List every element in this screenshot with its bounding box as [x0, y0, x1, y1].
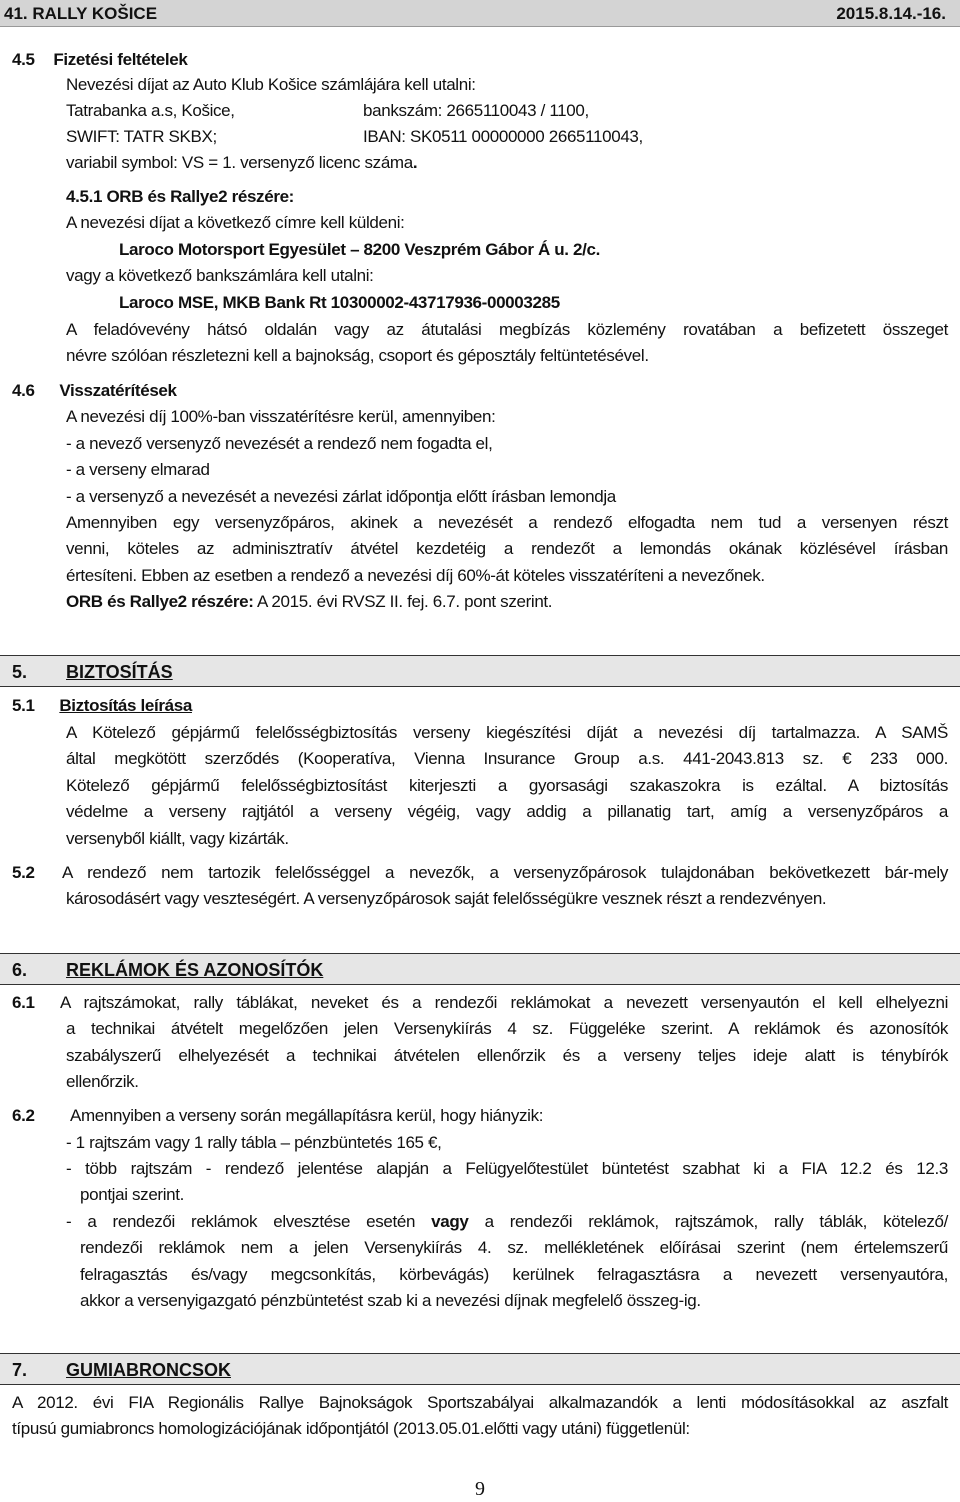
section-6-2-number: 6.2	[12, 1106, 35, 1125]
list-item: - 1 rajtszám vagy 1 rally tábla – pénzbüntetés 165 €,	[66, 1133, 442, 1152]
section-number: 4.5	[12, 50, 35, 69]
list-item-continued: pontjai szerint.	[80, 1185, 185, 1204]
list-item-continued: akkor a versenyigazgató pénzbüntetést szab ki a nevezési díjnak megfelelő összeg-ig.	[80, 1291, 701, 1310]
list-item: - a verseny elmarad	[66, 460, 210, 479]
section-5-2-number: 5.2	[12, 863, 35, 882]
paragraph-line	[66, 150, 417, 177]
list-item-continued: felragasztás és/vagy megcsonkítás, körbevágás) kerülnek felragasztásra a nevezett versenyautóra,	[80, 1265, 948, 1284]
list-item: - a nevező versenyző nevezését a rendező nem fogadta el,	[66, 434, 493, 453]
bank-account-line: Laroco MSE, MKB Bank Rt 10300002-43717936-00003285	[119, 293, 560, 312]
section-4-6-heading	[12, 378, 177, 405]
section-6-bar	[0, 953, 960, 985]
list-item: - több rajtszám - rendező jelentése alapján a Felügyelőtestület büntetést szabhat ki a FIA 12.2 és 12.3	[66, 1159, 948, 1178]
paragraph-line: értesíteni. Ebben az esetben a rendező a nevezési díj 60%-át köteles visszatéríteni a nevezőnek.	[66, 566, 765, 585]
paragraph-line: A 2012. évi FIA Regionális Rallye Bajnokságok Sportszabályai alkalmazandók a lenti módosításokkal az aszfalt	[12, 1393, 948, 1412]
section-number: 4.6	[12, 381, 35, 400]
address-line: Laroco Motorsport Egyesület – 8200 Veszprém Gábor Á u. 2/c.	[119, 240, 601, 259]
paragraph-line	[66, 589, 552, 616]
section-4-5-heading	[12, 47, 187, 74]
section-number: 4.5.1	[66, 187, 103, 206]
page-number: 9	[475, 1478, 485, 1500]
section-number: 5.	[12, 662, 28, 682]
section-title: BIZTOSÍTÁS	[66, 662, 173, 682]
list-item	[66, 1209, 948, 1236]
section-title: ORB és Rallye2 részére:	[106, 187, 294, 206]
paragraph-line: SWIFT: TATR SKBX;	[66, 127, 217, 146]
paragraph-line: Kötelező gépjármű felelősségbiztosítást kiterjeszti a gyorsasági szakaszokra is ezáltal. A biztosítás	[66, 776, 948, 795]
paragraph-line: A rendező nem tartozik felelősséggel a nevezők, a versenyzőpárosok tulajdonában bekövetkezett bár-mely	[62, 863, 948, 882]
paragraph-line: Tatrabanka a.s, Košice,	[66, 101, 235, 120]
section-number: 7.	[12, 1360, 28, 1380]
list-item: - a versenyző a nevezését a nevezési zárlat időpontja előtt írásban lemondja	[66, 487, 616, 506]
text: variabil symbol: VS = 1. versenyző licenc száma	[66, 153, 413, 172]
paragraph-line: vagy a következő bankszámlára kell utalni:	[66, 266, 374, 285]
section-title: GUMIABRONCSOK	[66, 1360, 231, 1380]
text: vagy	[431, 1212, 469, 1231]
paragraph-line: károsodásért vagy veszteségért. A versenyzőpárosok saját felelősségükre vesznek részt a rendezvényen.	[66, 889, 827, 908]
paragraph-line: szabályszerű elhelyezését a technikai átvételen ellenőrzik és a verseny teljes ideje alatt is ténybírók	[66, 1046, 948, 1065]
paragraph-line: A nevezési díj 100%-ban visszatérítésre kerül, amennyiben:	[66, 407, 496, 426]
paragraph-line: A rajtszámokat, rally táblákat, neveket és a rendezői reklámokat a nevezett versenyautón el kell elhelyezni	[60, 993, 948, 1012]
paragraph-line: Amennyiben egy versenyzőpáros, akinek a nevezését a rendező elfogadta nem tud a versenyen részt	[66, 513, 948, 532]
paragraph-line: Nevezési díjat az Auto Klub Košice számlájára kell utalni:	[66, 75, 476, 94]
paragraph-line: típusú gumiabroncs homologizációjának időpontjától (2013.05.01.előtti vagy utáni) függetlenül:	[12, 1419, 690, 1438]
header-bar	[0, 0, 960, 27]
text: A 2015. évi RVSZ II. fej. 6.7. pont szerint.	[253, 592, 553, 611]
paragraph-line: a technikai átvételt megelőzően jelen Versenykiírás 4 sz. Függeléke szerint. A reklámok és azonosítók	[66, 1019, 948, 1038]
paragraph-line: venni, köteles az adminisztratív átvétel kezdetéig a rendezőt a lemondás okának közlésével írásban	[66, 539, 948, 558]
paragraph-line: által megkötött szerződés (Kooperatíva, Vienna Insurance Group a.s. 441-2043.813 sz. € 233 000.	[66, 749, 948, 768]
list-item-continued: rendezői reklámok nem a jelen Versenykiírás 4. sz. mellékletének előírásai szerint (nem értelemszerű	[80, 1238, 948, 1257]
paragraph-line: A feladóvevény hátsó oldalán vagy az átutalási megbízás közlemény rovatában a befizetett összeget	[66, 320, 948, 339]
section-title: Fizetési feltételek	[53, 50, 188, 69]
section-title: Visszatérítések	[59, 381, 177, 400]
paragraph-line: A Kötelező gépjármű felelősségbiztosítás verseny kiegészítési díját a nevezési díj tartalmazza. A SAMŠ	[66, 723, 948, 742]
section-5-1-heading	[12, 693, 192, 720]
paragraph-line: ellenőrzik.	[66, 1072, 139, 1091]
text: .	[412, 153, 418, 172]
paragraph-line: védelme a verseny rajtjától a verseny végéig, vagy addig a pillanatig tart, amíg a versenyzőpáros a	[66, 802, 948, 821]
section-title: REKLÁMOK ÉS AZONOSÍTÓK	[66, 960, 324, 980]
section-number: 6.	[12, 960, 28, 980]
section-6-1-number: 6.1	[12, 993, 35, 1012]
paragraph-line: névre szólóan részletezni kell a bajnokság, csoport és géposztály feltüntetésével.	[66, 346, 649, 365]
section-7-bar	[0, 1353, 960, 1385]
paragraph-line: versenyből kiállt, vagy kizárták.	[66, 829, 289, 848]
text: a rendezői reklámok, rajtszámok, rally táblák, kötelező/	[468, 1212, 949, 1231]
text: ORB és Rallye2 részére:	[66, 592, 254, 611]
section-number: 5.1	[12, 696, 35, 715]
paragraph-line: IBAN: SK0511 00000000 2665110043,	[363, 127, 643, 146]
paragraph-line: Amennyiben a verseny során megállapításra kerül, hogy hiányzik:	[70, 1106, 544, 1125]
header-date: 2015.8.14.-16.	[836, 4, 946, 23]
header-title: 41. RALLY KOŠICE	[4, 4, 158, 23]
section-4-5-1-heading	[66, 184, 294, 211]
paragraph-line: bankszám: 2665110043 / 1100,	[363, 101, 589, 120]
section-5-bar	[0, 655, 960, 687]
text: - a rendezői reklámok elvesztése esetén	[66, 1212, 432, 1231]
section-title: Biztosítás leírása	[59, 696, 192, 715]
paragraph-line: A nevezési díjat a következő címre kell küldeni:	[66, 213, 405, 232]
